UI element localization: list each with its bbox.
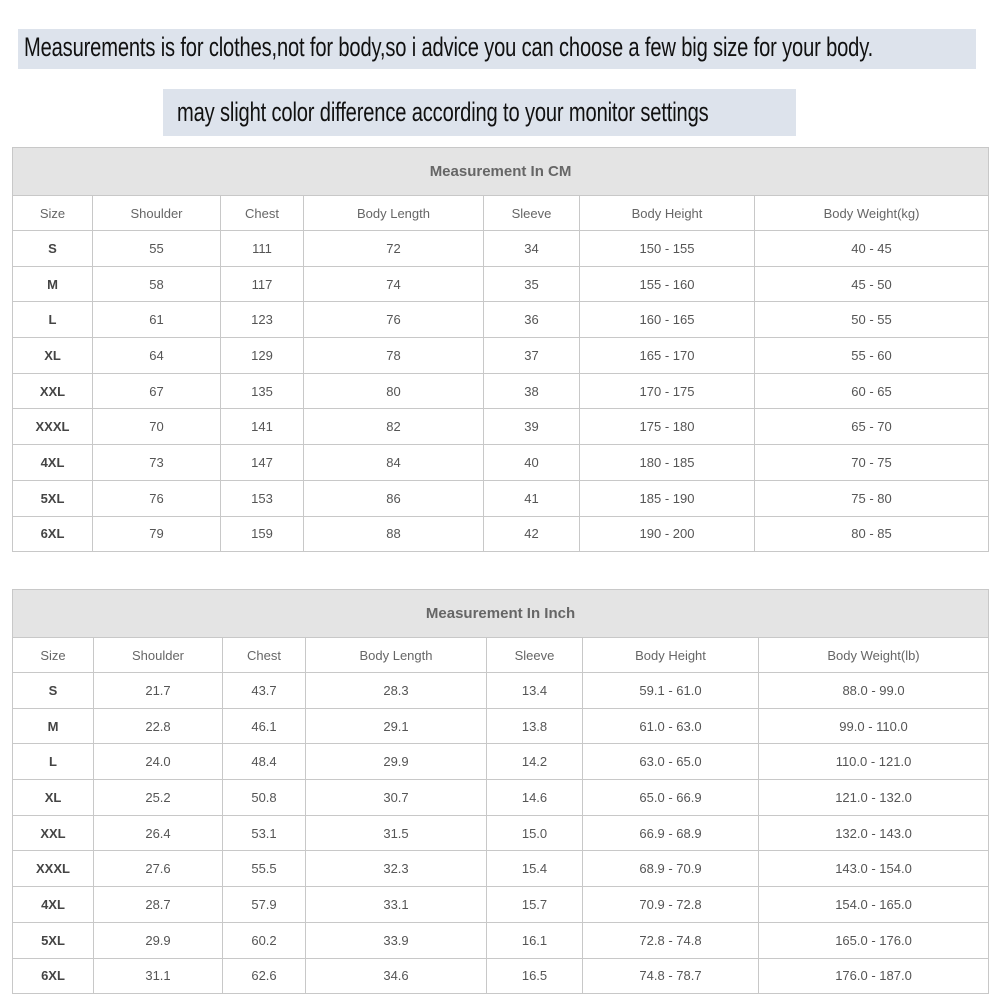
table-cell: 154.0 - 165.0 [759, 887, 989, 923]
table-cell: 35 [484, 266, 580, 302]
table-cell: 73 [93, 445, 221, 481]
column-header: Body Weight(kg) [755, 196, 989, 231]
table-cell: 67 [93, 373, 221, 409]
table-cell: 165 - 170 [580, 338, 755, 374]
table-cell: 176.0 - 187.0 [759, 958, 989, 994]
table-cell: 14.2 [487, 744, 583, 780]
table-cell: 50.8 [223, 780, 306, 816]
note-line-2: may slight color difference according to your monitor settings [177, 97, 709, 127]
table-cell: 143.0 - 154.0 [759, 851, 989, 887]
table-cell: 74 [304, 266, 484, 302]
table-cell: 55 - 60 [755, 338, 989, 374]
column-header: Body Height [580, 196, 755, 231]
table-cell: 147 [221, 445, 304, 481]
table-cell: 29.9 [306, 744, 487, 780]
table-cell: 21.7 [94, 673, 223, 709]
size-label: XL [13, 338, 93, 374]
header-row [13, 196, 989, 231]
size-label: S [13, 673, 94, 709]
table-cell: 80 [304, 373, 484, 409]
table-cell: 60 - 65 [755, 373, 989, 409]
table-title: Measurement In CM [13, 148, 989, 196]
table-cell: 170 - 175 [580, 373, 755, 409]
table-cell: 58 [93, 266, 221, 302]
table-cell: 70 - 75 [755, 445, 989, 481]
table-cell: 29.1 [306, 708, 487, 744]
table-cell: 29.9 [94, 922, 223, 958]
table-cell: 26.4 [94, 815, 223, 851]
table-cell: 31.5 [306, 815, 487, 851]
column-header: Body Height [583, 638, 759, 673]
table-cell: 99.0 - 110.0 [759, 708, 989, 744]
table-cell: 65.0 - 66.9 [583, 780, 759, 816]
table-cell: 66.9 - 68.9 [583, 815, 759, 851]
table-cell: 25.2 [94, 780, 223, 816]
table-cell: 111 [221, 231, 304, 267]
table-cell: 48.4 [223, 744, 306, 780]
table-row [13, 480, 989, 516]
table-cell: 65 - 70 [755, 409, 989, 445]
table-cell: 46.1 [223, 708, 306, 744]
table-row [13, 445, 989, 481]
table-body [13, 638, 989, 994]
table-row [13, 516, 989, 552]
table-row [13, 815, 989, 851]
table-cell: 123 [221, 302, 304, 338]
table-cell: 28.3 [306, 673, 487, 709]
table-cell: 70 [93, 409, 221, 445]
table-cell: 117 [221, 266, 304, 302]
table-cell: 15.7 [487, 887, 583, 923]
table-row [13, 673, 989, 709]
table-cell: 30.7 [306, 780, 487, 816]
table-cell: 55.5 [223, 851, 306, 887]
column-header: Size [13, 196, 93, 231]
table-row [13, 409, 989, 445]
table-cell: 86 [304, 480, 484, 516]
table-cell: 57.9 [223, 887, 306, 923]
table-cell: 55 [93, 231, 221, 267]
table-cell: 72.8 - 74.8 [583, 922, 759, 958]
table-cell: 31.1 [94, 958, 223, 994]
header-row [13, 638, 989, 673]
table-cell: 40 [484, 445, 580, 481]
table-cell: 45 - 50 [755, 266, 989, 302]
size-label: 5XL [13, 480, 93, 516]
size-label: S [13, 231, 93, 267]
size-label: L [13, 302, 93, 338]
column-header: Shoulder [93, 196, 221, 231]
table-row [13, 780, 989, 816]
table-cell: 155 - 160 [580, 266, 755, 302]
table-cell: 53.1 [223, 815, 306, 851]
table-row [13, 887, 989, 923]
table-row [13, 231, 989, 267]
table-cell: 38 [484, 373, 580, 409]
table-cell: 129 [221, 338, 304, 374]
size-label: 5XL [13, 922, 94, 958]
size-label: 4XL [13, 887, 94, 923]
column-header: Size [13, 638, 94, 673]
table-cell: 79 [93, 516, 221, 552]
size-table-inch [12, 589, 989, 994]
table-row [13, 708, 989, 744]
table-cell: 61 [93, 302, 221, 338]
table-cell: 33.1 [306, 887, 487, 923]
table-row [13, 922, 989, 958]
table-cell: 75 - 80 [755, 480, 989, 516]
column-header: Chest [221, 196, 304, 231]
clothes-measurement-note [18, 29, 976, 69]
table-cell: 27.6 [94, 851, 223, 887]
table-row [13, 958, 989, 994]
table-cell: 70.9 - 72.8 [583, 887, 759, 923]
column-header: Sleeve [484, 196, 580, 231]
table-cell: 74.8 - 78.7 [583, 958, 759, 994]
table-row [13, 851, 989, 887]
table-cell: 32.3 [306, 851, 487, 887]
size-label: 4XL [13, 445, 93, 481]
size-table-cm [12, 147, 989, 552]
table-cell: 37 [484, 338, 580, 374]
size-label: M [13, 266, 93, 302]
table-cell: 50 - 55 [755, 302, 989, 338]
size-label: M [13, 708, 94, 744]
table-title: Measurement In Inch [13, 590, 989, 638]
note-line-1: Measurements is for clothes,not for body,so i advice you can choose a few big size for your body. [24, 32, 874, 62]
table-cell: 39 [484, 409, 580, 445]
table-cell: 110.0 - 121.0 [759, 744, 989, 780]
table-row [13, 338, 989, 374]
size-label: XXXL [13, 409, 93, 445]
table-row [13, 266, 989, 302]
table-cell: 84 [304, 445, 484, 481]
table-cell: 14.6 [487, 780, 583, 816]
column-header: Chest [223, 638, 306, 673]
table-cell: 72 [304, 231, 484, 267]
table-cell: 121.0 - 132.0 [759, 780, 989, 816]
size-label: L [13, 744, 94, 780]
table-cell: 16.1 [487, 922, 583, 958]
table-cell: 76 [93, 480, 221, 516]
table-cell: 82 [304, 409, 484, 445]
table-cell: 88.0 - 99.0 [759, 673, 989, 709]
table-cell: 175 - 180 [580, 409, 755, 445]
table-cell: 15.4 [487, 851, 583, 887]
table-cell: 141 [221, 409, 304, 445]
table-cell: 15.0 [487, 815, 583, 851]
table-cell: 41 [484, 480, 580, 516]
table-cell: 185 - 190 [580, 480, 755, 516]
table-body [13, 196, 989, 552]
size-label: 6XL [13, 958, 94, 994]
table-cell: 28.7 [94, 887, 223, 923]
table-row [13, 373, 989, 409]
table-cell: 34 [484, 231, 580, 267]
table-cell: 33.9 [306, 922, 487, 958]
table-cell: 150 - 155 [580, 231, 755, 267]
size-label: XXL [13, 373, 93, 409]
table-cell: 80 - 85 [755, 516, 989, 552]
column-header: Body Length [306, 638, 487, 673]
table-cell: 153 [221, 480, 304, 516]
table-cell: 132.0 - 143.0 [759, 815, 989, 851]
table-cell: 78 [304, 338, 484, 374]
table-cell: 190 - 200 [580, 516, 755, 552]
table-row [13, 744, 989, 780]
table-cell: 22.8 [94, 708, 223, 744]
table-row [13, 302, 989, 338]
table-cell: 43.7 [223, 673, 306, 709]
table-cell: 16.5 [487, 958, 583, 994]
column-header: Body Length [304, 196, 484, 231]
size-label: XXXL [13, 851, 94, 887]
table-cell: 64 [93, 338, 221, 374]
column-header: Shoulder [94, 638, 223, 673]
table-cell: 40 - 45 [755, 231, 989, 267]
table-cell: 165.0 - 176.0 [759, 922, 989, 958]
column-header: Body Weight(lb) [759, 638, 989, 673]
table-cell: 59.1 - 61.0 [583, 673, 759, 709]
table-cell: 62.6 [223, 958, 306, 994]
size-label: XL [13, 780, 94, 816]
table-cell: 60.2 [223, 922, 306, 958]
table-cell: 180 - 185 [580, 445, 755, 481]
table-cell: 63.0 - 65.0 [583, 744, 759, 780]
size-label: XXL [13, 815, 94, 851]
table-cell: 88 [304, 516, 484, 552]
table-cell: 160 - 165 [580, 302, 755, 338]
table-cell: 36 [484, 302, 580, 338]
table-cell: 61.0 - 63.0 [583, 708, 759, 744]
table-cell: 24.0 [94, 744, 223, 780]
table-cell: 13.8 [487, 708, 583, 744]
table-cell: 159 [221, 516, 304, 552]
table-cell: 135 [221, 373, 304, 409]
table-cell: 34.6 [306, 958, 487, 994]
table-cell: 76 [304, 302, 484, 338]
color-difference-note [163, 89, 796, 136]
table-cell: 13.4 [487, 673, 583, 709]
column-header: Sleeve [487, 638, 583, 673]
table-cell: 42 [484, 516, 580, 552]
table-cell: 68.9 - 70.9 [583, 851, 759, 887]
size-label: 6XL [13, 516, 93, 552]
